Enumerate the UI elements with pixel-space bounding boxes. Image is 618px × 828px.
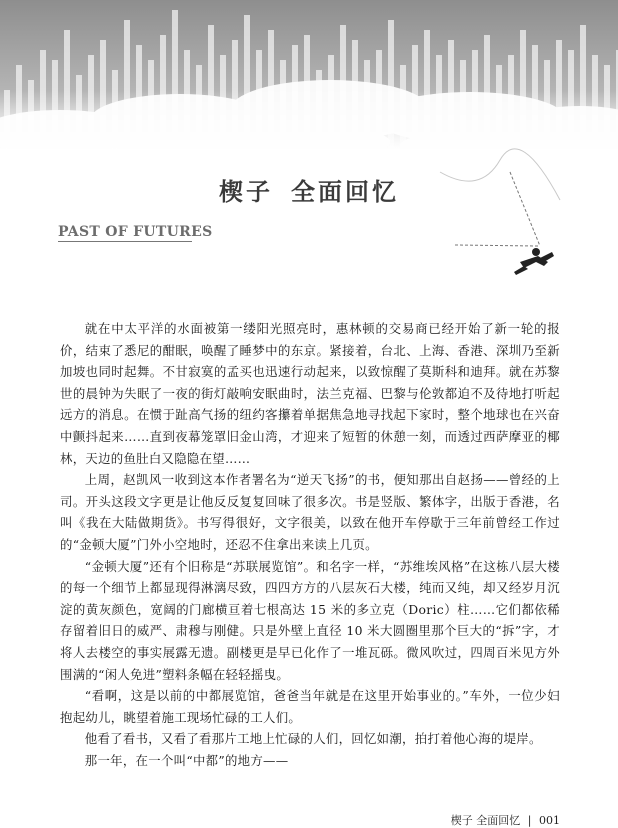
body-text — [60, 318, 560, 771]
chapter-title — [0, 172, 618, 207]
footer-chapter-label: 楔子 — [450, 814, 473, 827]
chart-skyline-illustration — [0, 0, 618, 290]
chapter-label: 楔子 — [219, 177, 273, 206]
header-banner — [0, 0, 618, 290]
footer-separator: | — [527, 814, 532, 827]
footer-chapter-title: 全面回忆 — [476, 814, 521, 827]
chapter-title-text: 全面回忆 — [291, 177, 399, 206]
paragraph: “金顿大厦”还有个旧称是“苏联展览馆”。和名字一样，“苏维埃风格”在这栋八层大楼的每一个细节上都显现得淋漓尽致，四四方方的八层灰石大楼，纯而又纯，却又经岁月沉淀的黄灰颜色，宽阔的门廊横亘着七根高达 15 米的多立克（Doric）柱……它们都依稀存留着旧日的威严、肃穆与刚健。只是外壁上直径 10 米大圆圈里那个巨大的“拆”字，才将人去楼空的事实展露无遗。副楼更是早已化作了一堆瓦砾。微风吹过，四周百米见方外围满的“闲人免进”塑料条幅在轻轻摇曳。 — [60, 558, 560, 682]
paragraph: 就在中太平洋的水面被第一缕阳光照亮时，惠林顿的交易商已经开始了新一轮的报价，结束了悉尼的酣眠，唤醒了睡梦中的东京。紧接着，台北、上海、香港、深圳乃至新加坡也同时起舞。不甘寂寞的孟买也迅速行动起来，以致惊醒了莫斯科和迪拜。就在苏黎世的晨钟为失眠了一夜的街灯敲响安眠曲时，法兰克福、巴黎与伦敦都迫不及待地打听起远方的消息。在惯于趾高气扬的纽约客攥着单据焦急地寻找起下家时，整个地球也在兴奋中颤抖起来……直到夜幕笼罩旧金山湾，才迎来了短暂的休憩一刻，而透过西萨摩亚的椰林，天边的鱼肚白又隐隐在望…… — [60, 321, 560, 466]
subtitle-underline — [58, 241, 192, 242]
chapter-subtitle: PAST OF FUTURES — [58, 224, 213, 240]
paragraph: 那一年，在一个叫“中都”的地方—— — [84, 752, 289, 768]
page-footer — [451, 812, 560, 828]
paragraph: 他看了看书，又看了看那片工地上忙碌的人们，回忆如潮，拍打着他心海的堤岸。 — [84, 731, 542, 747]
paragraph: “看啊，这是以前的中都展览馆，爸爸当年就是在这里开始事业的。”车外，一位少妇抱起幼儿，眺望着施工现场忙碌的工人们。 — [60, 688, 560, 725]
paragraph: 上周，赵凯风一收到这本作者署名为“逆天飞扬”的书，便知那出自赵扬——曾经的上司。开头这段文字更是让他反反复复回味了很多次。书是竖版、繁体字，出版于香港，名叫《我在大陆做期货》。书写得很好，文字很美，以致在他开车停歇于三年前曾经工作过的“金顿大厦”门外小空地时，还忍不住拿出来读上几页。 — [60, 472, 560, 552]
page-number: 001 — [539, 814, 560, 827]
